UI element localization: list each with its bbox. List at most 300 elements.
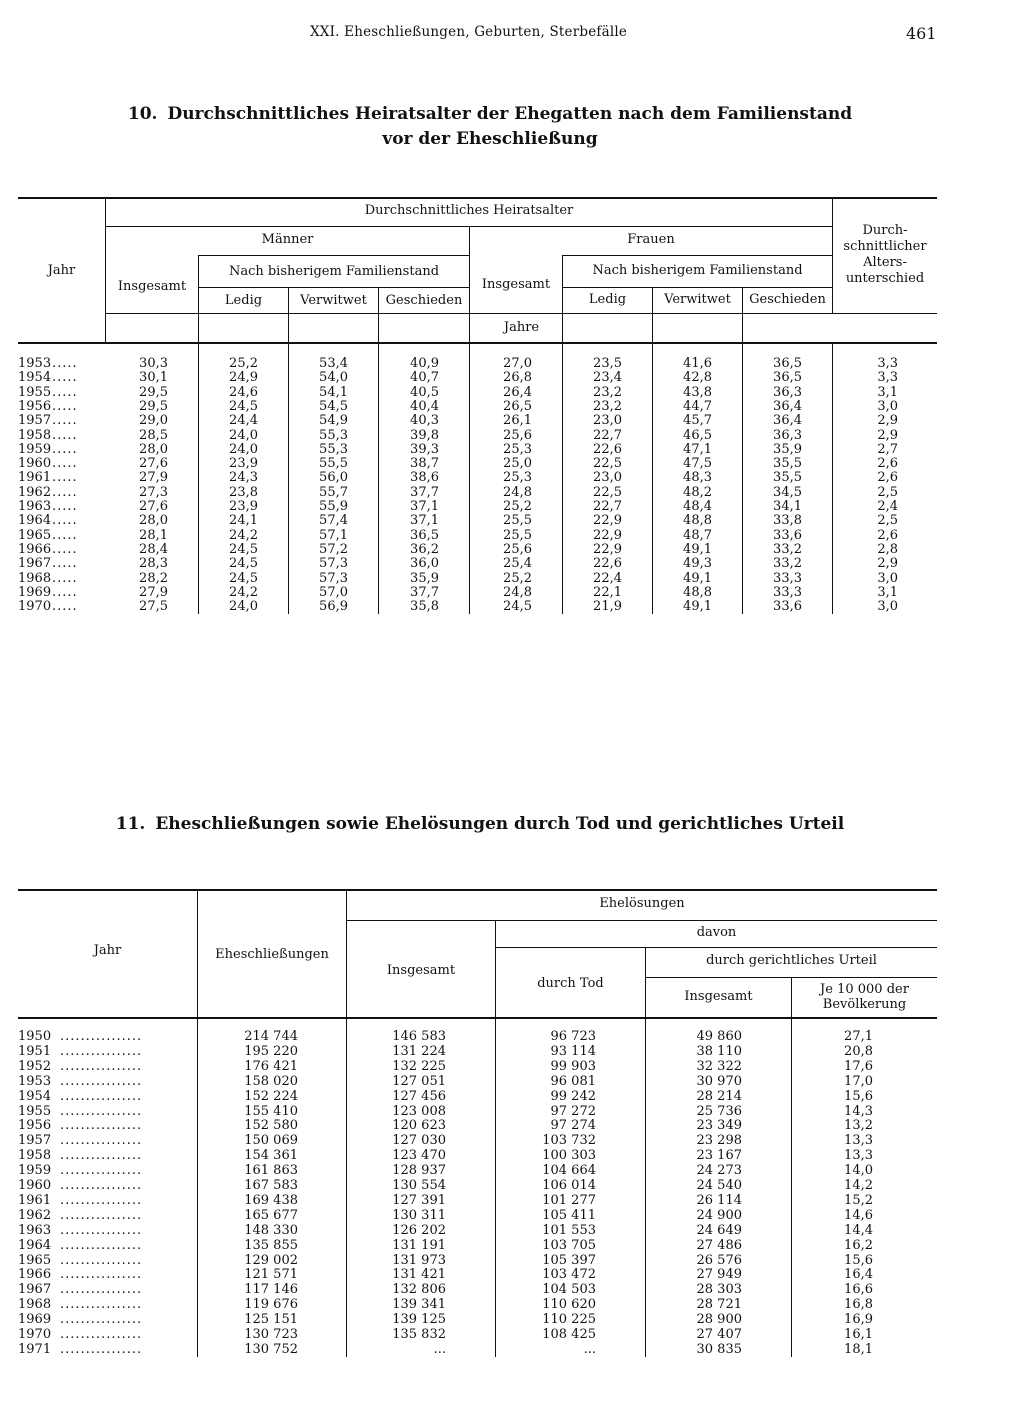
urteil-insgesamt-cell: 26 114 [696,1192,742,1208]
f-insgesamt-cell: 25,6 [503,541,532,557]
urteil-insgesamt-cell: 23 167 [696,1148,742,1164]
f-verwitwet-cell: 49,1 [683,541,712,557]
diff-cell: 2,9 [877,556,898,572]
t11-top-rule [18,889,937,891]
f-geschieden-cell: 34,5 [773,484,802,500]
table10-title [0,102,980,152]
leader-dots: ................ [60,1282,143,1298]
f-ledig-cell: 22,9 [593,541,622,557]
f-geschieden-cell: 36,4 [773,413,802,429]
table10-row [18,486,937,500]
m-ledig-cell: 24,3 [229,470,258,486]
leader-dots: ................ [60,1133,143,1149]
eheschliessungen-cell: 152 580 [244,1118,298,1134]
f-insgesamt-cell: 25,0 [503,456,532,472]
m-insgesamt-cell: 29,0 [139,413,168,429]
m-ledig-cell: 24,5 [229,541,258,557]
year-cell: 1960 [18,456,52,472]
f-ledig-cell: 22,7 [593,427,622,443]
t10-rule [106,313,937,314]
t10-rule [198,255,469,256]
leader-dots: ................ [60,1237,143,1253]
ehel-insgesamt-cell: 127 391 [392,1192,446,1208]
f-ledig-cell: 22,5 [593,456,622,472]
f-insgesamt-cell: 25,5 [503,513,532,529]
table11 [18,889,937,1359]
je-10000-cell: 16,6 [844,1282,873,1298]
m-ledig-cell: 23,9 [229,499,258,514]
table11-row [18,1149,937,1163]
m-insgesamt-cell: 27,6 [139,499,168,514]
diff-cell: 3,1 [877,384,898,400]
f-ledig-cell: 21,9 [593,599,622,615]
m-ledig-cell: 24,4 [229,413,258,429]
f-verwitwet-cell: 49,1 [683,570,712,586]
t10-top-rule [18,197,937,199]
m-ledig-cell: 24,2 [229,527,258,543]
t11-head-urteil: durch gerichtliches Urteil [706,953,877,968]
leader-dots: ................ [60,1222,143,1238]
year-cell: 1970 [18,1327,52,1342]
je-10000-cell: 13,3 [844,1148,873,1164]
f-insgesamt-cell: 25,4 [503,556,532,572]
year-cell: 1962 [18,484,52,500]
diff-cell: 2,6 [877,456,898,472]
diff-cell: 2,9 [877,427,898,443]
leader-dots: ..... [52,541,78,557]
table11-row [18,1254,937,1268]
ehel-insgesamt-cell: 131 973 [392,1252,446,1268]
je-10000-cell: 16,9 [844,1312,873,1328]
year-cell: 1958 [18,1148,52,1164]
f-geschieden-cell: 33,2 [773,556,802,572]
urteil-insgesamt-cell: 23 349 [696,1118,742,1134]
diff-cell: 3,0 [877,398,898,414]
t10-head-m-insgesamt: Insgesamt [117,279,187,294]
je-10000-cell: 15,2 [844,1192,873,1208]
eheschliessungen-cell: 121 571 [244,1267,298,1283]
t10-rule [562,287,832,288]
leader-dots: ................ [60,1267,143,1283]
urteil-insgesamt-cell: 23 298 [696,1133,742,1149]
table11-row [18,1239,937,1253]
je-10000-cell: 16,8 [844,1297,873,1313]
year-cell: 1951 [18,1043,52,1059]
urteil-insgesamt-cell: 49 860 [696,1029,742,1044]
ehel-insgesamt-cell: 127 051 [392,1073,446,1089]
m-geschieden-cell: 36,2 [410,541,439,557]
f-insgesamt-cell: 25,3 [503,441,532,457]
m-verwitwet-cell: 57,3 [319,556,348,572]
year-cell: 1952 [18,1058,52,1074]
year-cell: 1970 [18,599,52,615]
year-cell: 1965 [18,1252,52,1268]
ehel-insgesamt-cell: 131 191 [392,1237,446,1253]
tod-cell: 101 277 [542,1192,596,1208]
m-geschieden-cell: 36,5 [410,527,439,543]
t11-head-davon: davon [696,925,737,940]
leader-dots: ................ [60,1178,143,1193]
f-insgesamt-cell: 27,0 [503,356,532,371]
table10-row [18,386,937,400]
eheschliessungen-cell: 129 002 [244,1252,298,1268]
f-verwitwet-cell: 49,3 [683,556,712,572]
year-cell: 1969 [18,584,52,600]
m-geschieden-cell: 38,7 [410,456,439,472]
f-insgesamt-cell: 24,5 [503,599,532,615]
m-insgesamt-cell: 28,5 [139,427,168,443]
tod-cell: 105 397 [542,1252,596,1268]
t10-rule [562,255,832,256]
urteil-insgesamt-cell: 24 273 [696,1163,742,1179]
f-verwitwet-cell: 42,8 [683,370,712,386]
f-geschieden-cell: 36,3 [773,427,802,443]
urteil-insgesamt-cell: 27 949 [696,1267,742,1283]
m-verwitwet-cell: 57,4 [319,513,348,529]
leader-dots: ..... [52,499,78,514]
year-cell: 1971 [18,1341,52,1357]
m-geschieden-cell: 38,6 [410,470,439,486]
table11-row [18,1134,937,1148]
eheschliessungen-cell: 161 863 [244,1163,298,1179]
m-ledig-cell: 24,5 [229,398,258,414]
f-ledig-cell: 23,2 [593,384,622,400]
year-cell: 1963 [18,1222,52,1238]
je-10000-cell: 14,2 [844,1178,873,1193]
f-geschieden-cell: 33,2 [773,541,802,557]
leader-dots: ..... [52,384,78,400]
leader-dots: ................ [60,1043,143,1059]
year-cell: 1961 [18,470,52,486]
f-verwitwet-cell: 48,8 [683,584,712,600]
table11-row [18,1343,937,1357]
leader-dots: ................ [60,1327,143,1342]
ehel-insgesamt-cell: 146 583 [392,1029,446,1044]
m-verwitwet-cell: 57,3 [319,570,348,586]
f-geschieden-cell: 33,6 [773,527,802,543]
m-verwitwet-cell: 55,7 [319,484,348,500]
table11-row [18,1105,937,1119]
t11-head-ehel: Ehelösungen [599,896,685,911]
f-geschieden-cell: 36,3 [773,384,802,400]
m-ledig-cell: 24,0 [229,441,258,457]
tod-cell: 100 303 [542,1148,596,1164]
table10-row [18,514,937,528]
je-10000-cell: 16,1 [844,1327,873,1342]
f-ledig-cell: 22,1 [593,584,622,600]
ehel-insgesamt-cell: 123 008 [392,1103,446,1119]
tod-cell: 101 553 [542,1222,596,1238]
f-verwitwet-cell: 48,7 [683,527,712,543]
je-10000-cell: 14,3 [844,1103,873,1119]
urteil-insgesamt-cell: 28 214 [696,1088,742,1104]
year-cell: 1953 [18,356,52,371]
urteil-insgesamt-cell: 28 303 [696,1282,742,1298]
t11-head-tod: durch Tod [537,976,604,991]
table11-title [0,814,960,834]
ehel-insgesamt-cell: 130 554 [392,1178,446,1193]
je-10000-cell: 14,4 [844,1222,873,1238]
f-verwitwet-cell: 48,3 [683,470,712,486]
urteil-insgesamt-cell: 24 649 [696,1222,742,1238]
table11-row [18,1060,937,1074]
f-ledig-cell: 23,0 [593,470,622,486]
table11-row [18,1298,937,1312]
table11-row [18,1209,937,1223]
leader-dots: ................ [60,1073,143,1089]
year-cell: 1954 [18,370,52,386]
leader-dots: ..... [52,484,78,500]
m-verwitwet-cell: 54,1 [319,384,348,400]
table11-row [18,1179,937,1193]
f-insgesamt-cell: 25,2 [503,570,532,586]
tod-cell: 104 664 [542,1163,596,1179]
f-insgesamt-cell: 25,3 [503,470,532,486]
t11-head-u-insgesamt: Insgesamt [684,989,753,1004]
page-number: 461 [906,24,937,43]
leader-dots: ..... [52,456,78,472]
f-geschieden-cell: 35,9 [773,441,802,457]
urteil-insgesamt-cell: 28 900 [696,1312,742,1328]
eheschliessungen-cell: 130 752 [244,1341,298,1357]
table10-row [18,357,937,371]
table10-row [18,529,937,543]
table11-row [18,1283,937,1297]
leader-dots: ..... [52,441,78,457]
table10-title-line2: vor der Eheschließung [382,129,598,149]
table10-row [18,443,937,457]
eheschliessungen-cell: 155 410 [244,1103,298,1119]
t10-head-m-nach: Nach bisherigem Familienstand [228,264,440,279]
tod-cell: 110 225 [542,1312,596,1328]
t10-head-group: Durchschnittliches Heiratsalter [364,203,574,218]
tod-cell: 99 903 [550,1058,596,1074]
table11-row [18,1119,937,1133]
diff-cell: 2,7 [877,441,898,457]
f-ledig-cell: 23,0 [593,413,622,429]
table11-number: 11. [115,814,146,834]
t11-rule [347,920,937,921]
f-insgesamt-cell: 26,5 [503,398,532,414]
eheschliessungen-cell: 176 421 [244,1058,298,1074]
m-ledig-cell: 24,5 [229,570,258,586]
m-insgesamt-cell: 27,6 [139,456,168,472]
year-cell: 1964 [18,513,52,529]
table11-row [18,1030,937,1044]
m-insgesamt-cell: 27,3 [139,484,168,500]
year-cell: 1962 [18,1207,52,1223]
f-verwitwet-cell: 48,2 [683,484,712,500]
year-cell: 1958 [18,427,52,443]
tod-cell: 105 411 [542,1207,596,1223]
f-geschieden-cell: 36,5 [773,370,802,386]
table10-row [18,471,937,485]
urteil-insgesamt-cell: 32 322 [696,1058,742,1074]
tod-cell: 103 472 [542,1267,596,1283]
je-10000-cell: 13,2 [844,1118,873,1134]
m-verwitwet-cell: 56,9 [319,599,348,615]
f-verwitwet-cell: 43,8 [683,384,712,400]
year-cell: 1960 [18,1178,52,1193]
m-geschieden-cell: 36,0 [410,556,439,572]
diff-cell: 2,4 [877,499,898,514]
eheschliessungen-cell: 148 330 [244,1222,298,1238]
m-geschieden-cell: 37,1 [410,499,439,514]
urteil-insgesamt-cell: 26 576 [696,1252,742,1268]
table11-row [18,1313,937,1327]
f-geschieden-cell: 33,8 [773,513,802,529]
m-insgesamt-cell: 30,1 [139,370,168,386]
urteil-insgesamt-cell: 28 721 [696,1297,742,1313]
leader-dots: ................ [60,1207,143,1223]
eheschliessungen-cell: 158 020 [244,1073,298,1089]
m-verwitwet-cell: 55,3 [319,427,348,443]
table10-row [18,543,937,557]
t10-head-m-verwitwet: Verwitwet [300,293,367,308]
ehel-insgesamt-cell: 139 125 [392,1312,446,1328]
ehel-insgesamt-cell: 126 202 [392,1222,446,1238]
t10-head-f-insgesamt: Insgesamt [481,277,551,292]
je-10000-cell: 27,1 [844,1029,873,1044]
f-insgesamt-cell: 26,8 [503,370,532,386]
m-ledig-cell: 24,5 [229,556,258,572]
urteil-insgesamt-cell: 27 407 [696,1327,742,1342]
leader-dots: ................ [60,1103,143,1119]
f-ledig-cell: 22,6 [593,556,622,572]
leader-dots: ................ [60,1118,143,1134]
leader-dots: ................ [60,1341,143,1357]
year-cell: 1959 [18,441,52,457]
t10-head-m-ledig: Ledig [224,293,263,308]
t10-head-diff-l1: Durch- [862,223,908,238]
je-10000-cell: 15,6 [844,1252,873,1268]
f-ledig-cell: 22,9 [593,513,622,529]
leader-dots: ................ [60,1163,143,1179]
t11-head-insgesamt: Insgesamt [386,963,456,978]
m-insgesamt-cell: 28,3 [139,556,168,572]
f-verwitwet-cell: 47,5 [683,456,712,472]
f-insgesamt-cell: 24,8 [503,484,532,500]
f-geschieden-cell: 36,5 [773,356,802,371]
m-verwitwet-cell: 54,5 [319,398,348,414]
f-geschieden-cell: 36,4 [773,398,802,414]
leader-dots: ..... [52,427,78,443]
eheschliessungen-cell: 135 855 [244,1237,298,1253]
m-verwitwet-cell: 57,1 [319,527,348,543]
leader-dots: ..... [52,356,78,371]
m-verwitwet-cell: 54,9 [319,413,348,429]
running-head: XXI. Eheschließungen, Geburten, Sterbefälle [310,24,628,40]
t10-header-bottom-rule [18,342,937,344]
m-insgesamt-cell: 30,3 [139,356,168,371]
table10-row [18,572,937,586]
table10-row [18,400,937,414]
ehel-insgesamt-cell: 123 470 [392,1148,446,1164]
m-ledig-cell: 24,0 [229,427,258,443]
f-ledig-cell: 22,6 [593,441,622,457]
f-verwitwet-cell: 48,8 [683,513,712,529]
m-geschieden-cell: 37,7 [410,484,439,500]
table11-row [18,1194,937,1208]
leader-dots: ..... [52,398,78,414]
year-cell: 1967 [18,556,52,572]
urteil-insgesamt-cell: 30 970 [696,1073,742,1089]
je-10000-cell: 17,6 [844,1058,873,1074]
m-insgesamt-cell: 28,0 [139,441,168,457]
je-10000-cell: 15,6 [844,1088,873,1104]
f-verwitwet-cell: 41,6 [683,356,712,371]
m-geschieden-cell: 40,5 [410,384,439,400]
t10-head-jahr: Jahr [47,263,76,278]
m-geschieden-cell: 39,8 [410,427,439,443]
m-verwitwet-cell: 57,0 [319,584,348,600]
table11-row [18,1328,937,1342]
leader-dots: ................ [60,1252,143,1268]
ehel-insgesamt-cell: 127 456 [392,1088,446,1104]
ehel-insgesamt-cell: 131 421 [392,1267,446,1283]
eheschliessungen-cell: 150 069 [244,1133,298,1149]
m-geschieden-cell: 40,7 [410,370,439,386]
eheschliessungen-cell: 195 220 [244,1043,298,1059]
f-geschieden-cell: 35,5 [773,456,802,472]
je-10000-cell: 20,8 [844,1043,873,1059]
diff-cell: 3,3 [877,356,898,371]
table11-row [18,1075,937,1089]
table11-row [18,1090,937,1104]
ehel-insgesamt-cell: 127 030 [392,1133,446,1149]
f-insgesamt-cell: 24,8 [503,584,532,600]
year-cell: 1955 [18,384,52,400]
diff-cell: 2,9 [877,413,898,429]
t10-head-f-verwitwet: Verwitwet [664,292,731,307]
tod-cell: ... [583,1341,596,1357]
f-geschieden-cell: 35,5 [773,470,802,486]
m-verwitwet-cell: 55,9 [319,499,348,514]
f-geschieden-cell: 33,6 [773,599,802,615]
je-10000-cell: 13,3 [844,1133,873,1149]
f-verwitwet-cell: 44,7 [683,398,712,414]
m-verwitwet-cell: 56,0 [319,470,348,486]
f-geschieden-cell: 34,1 [773,499,802,514]
eheschliessungen-cell: 214 744 [244,1029,298,1044]
leader-dots: ................ [60,1312,143,1328]
tod-cell: 103 732 [542,1133,596,1149]
m-ledig-cell: 24,0 [229,599,258,615]
table10-row [18,600,937,614]
urteil-insgesamt-cell: 24 900 [696,1207,742,1223]
diff-cell: 3,3 [877,370,898,386]
eheschliessungen-cell: 167 583 [244,1178,298,1193]
diff-cell: 2,5 [877,484,898,500]
table10-row [18,429,937,443]
leader-dots: ..... [52,413,78,429]
leader-dots: ................ [60,1058,143,1074]
leader-dots: ..... [52,599,78,615]
leader-dots: ................ [60,1192,143,1208]
table10-row [18,457,937,471]
year-cell: 1961 [18,1192,52,1208]
f-ledig-cell: 22,4 [593,570,622,586]
f-verwitwet-cell: 47,1 [683,441,712,457]
diff-cell: 2,6 [877,527,898,543]
m-verwitwet-cell: 54,0 [319,370,348,386]
leader-dots: ..... [52,527,78,543]
ehel-insgesamt-cell: 128 937 [392,1163,446,1179]
m-geschieden-cell: 37,1 [410,513,439,529]
leader-dots: ................ [60,1148,143,1164]
t10-head-diff-l3: Alters- [863,255,907,270]
f-ledig-cell: 23,4 [593,370,622,386]
